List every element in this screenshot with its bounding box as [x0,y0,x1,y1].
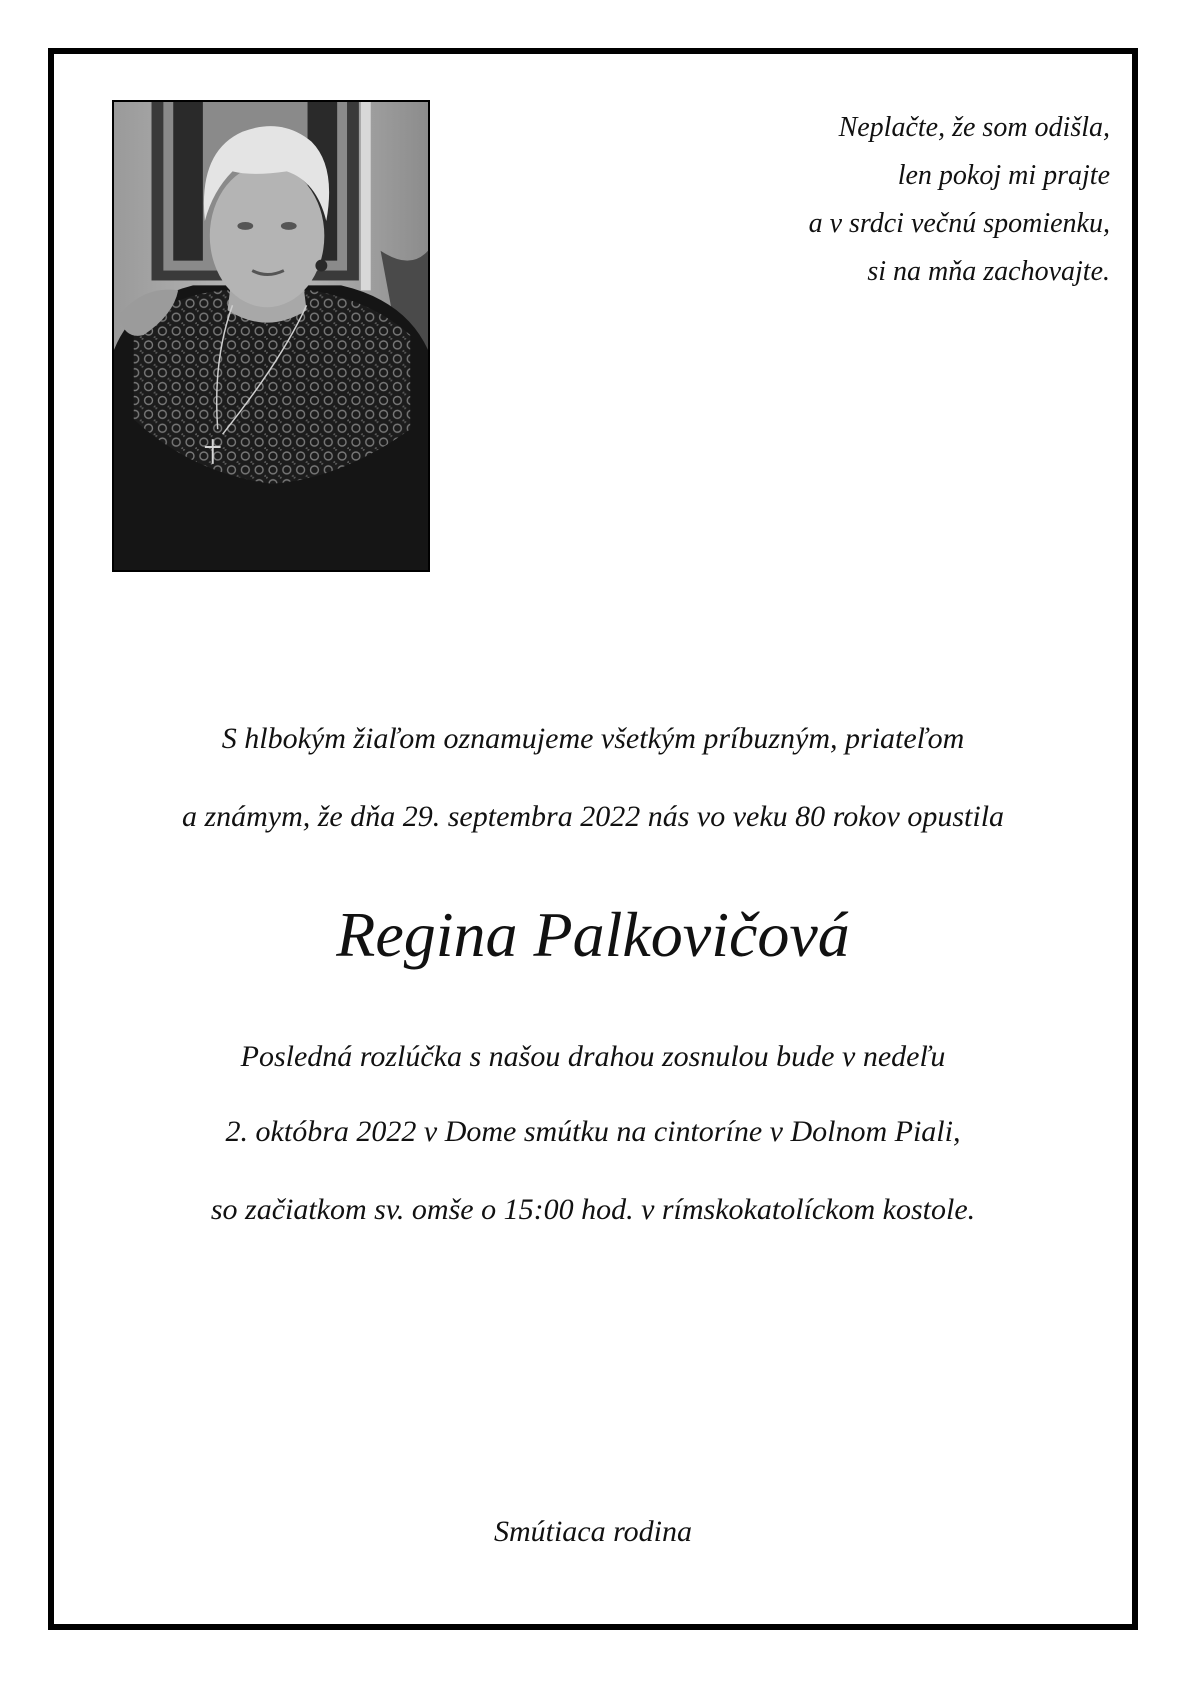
announcement-line-2: a známym, že dňa 29. septembra 2022 nás vo veku 80 rokov opustila [181,800,1005,833]
poem-line: len pokoj mi prajte [897,160,1110,191]
announcement-line-1: S hlbokým žiaľom oznamujeme všetkým príbuzným, priateľom [221,722,965,755]
funeral-line-1: Posledná rozlúčka s našou drahou zosnulou bude v nedeľu [240,1040,946,1073]
memorial-poem [590,104,1110,296]
funeral-line-2: 2. októbra 2022 v Dome smútku na cintoríne v Dolnom Piali, [225,1115,961,1148]
portrait-photo [112,100,430,572]
family-signature: Smútiaca rodina [493,1515,693,1548]
poem-line: a v srdci večnú spomienku, [808,208,1110,239]
portrait-illustration [114,102,428,570]
poem-line: si na mňa zachovajte. [867,256,1110,287]
poem-line: Neplačte, že som odišla, [838,112,1110,143]
deceased-name: Regina Palkovičová [336,899,850,970]
funeral-line-3: so začiatkom sv. omše o 15:00 hod. v rímskokatolíckom kostole. [210,1193,976,1226]
